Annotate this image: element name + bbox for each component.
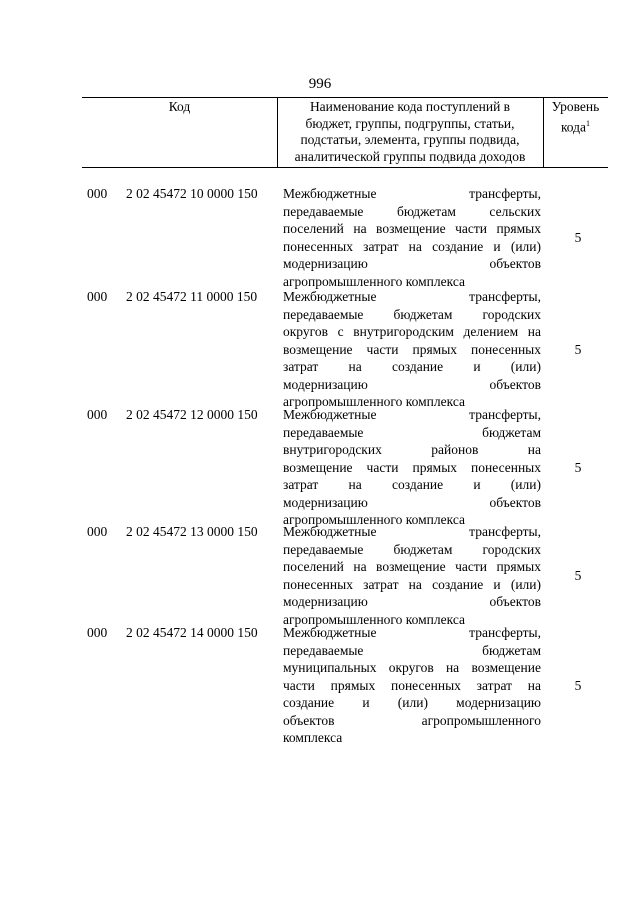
description-line: затрат на создание и (или) [283,359,541,374]
description-line: внутригородских районов на [283,442,541,457]
description-line: понесенных затрат на создание и (или) [283,576,541,592]
description-line: муниципальных округов на возмещение [283,660,541,675]
header-level-line [543,116,608,136]
description-line: агропромышленного комплекса [283,273,465,289]
row-description [283,523,541,628]
row-code: 2 02 45472 14 0000 150 [126,625,258,640]
description-line: модернизацию объектов [283,594,541,609]
row-code: 2 02 45472 12 0000 150 [126,407,258,422]
row-description [283,185,541,290]
header-top-rule [82,97,608,98]
header-code: Код [168,99,191,114]
description-line: возмещение части прямых понесенных [283,459,541,475]
header-level-line: Уровень [551,99,600,114]
description-line: модернизацию объектов [283,376,541,392]
page-number: 996 [308,76,332,92]
row-code: 2 02 45472 13 0000 150 [126,524,258,539]
description-line: передаваемые бюджетам городских [283,306,541,322]
row-description [283,624,541,747]
header-level [543,99,608,136]
row-description [283,288,541,411]
description-line: Межбюджетные трансферты, [283,625,541,640]
header-name-line: подстатьи, элемента, группы подвида, [300,132,520,147]
row-prefix: 000 [87,625,108,640]
description-line: возмещение части прямых понесенных [283,341,541,357]
row-prefix: 000 [87,524,108,539]
header-name-line: аналитической группы подвида доходов [294,148,526,164]
description-line: передаваемые бюджетам [283,424,541,440]
description-line: Межбюджетные трансферты, [283,524,541,539]
description-line: Межбюджетные трансферты, [283,289,541,304]
description-line: передаваемые бюджетам городских [283,541,541,557]
header-bottom-rule [82,167,608,168]
description-line: понесенных затрат на создание и (или) [283,238,541,254]
header-name-line: бюджет, группы, подгруппы, статьи, [305,115,515,131]
row-level: 5 [574,230,582,245]
description-line: поселений на возмещение части прямых [283,221,541,236]
description-line: Межбюджетные трансферты, [283,186,541,201]
row-prefix: 000 [87,186,108,201]
description-line: передаваемые бюджетам [283,642,541,658]
row-description [283,406,541,529]
row-prefix: 000 [87,289,108,304]
row-code: 2 02 45472 11 0000 150 [126,289,258,304]
description-line: затрат на создание и (или) [283,477,541,492]
footnote-marker: 1 [586,118,591,128]
description-line: передаваемые бюджетам сельских [283,203,541,219]
row-level: 5 [574,342,582,357]
header-name [277,99,543,165]
description-line: объектов агропромышленного [283,712,541,728]
description-line: округов с внутригородским делением на [283,324,541,339]
description-line: Межбюджетные трансферты, [283,407,541,422]
row-code: 2 02 45472 10 0000 150 [126,186,258,201]
description-line: агропромышленного комплекса [283,394,465,409]
description-line: модернизацию объектов [283,256,541,271]
description-line: агропромышленного комплекса [283,512,465,527]
row-level: 5 [574,460,582,475]
description-line: модернизацию объектов [283,494,541,510]
row-level: 5 [574,568,582,583]
description-line: агропромышленного комплекса [283,611,465,627]
header-level-word: кода [560,119,587,134]
row-level: 5 [574,678,582,693]
row-prefix: 000 [87,407,108,422]
description-line: комплекса [283,730,343,745]
description-line: части прямых понесенных затрат на [283,677,541,693]
description-line: создание и (или) модернизацию [283,695,541,710]
header-name-line: Наименование кода поступлений в [309,99,511,114]
description-line: поселений на возмещение части прямых [283,559,541,574]
